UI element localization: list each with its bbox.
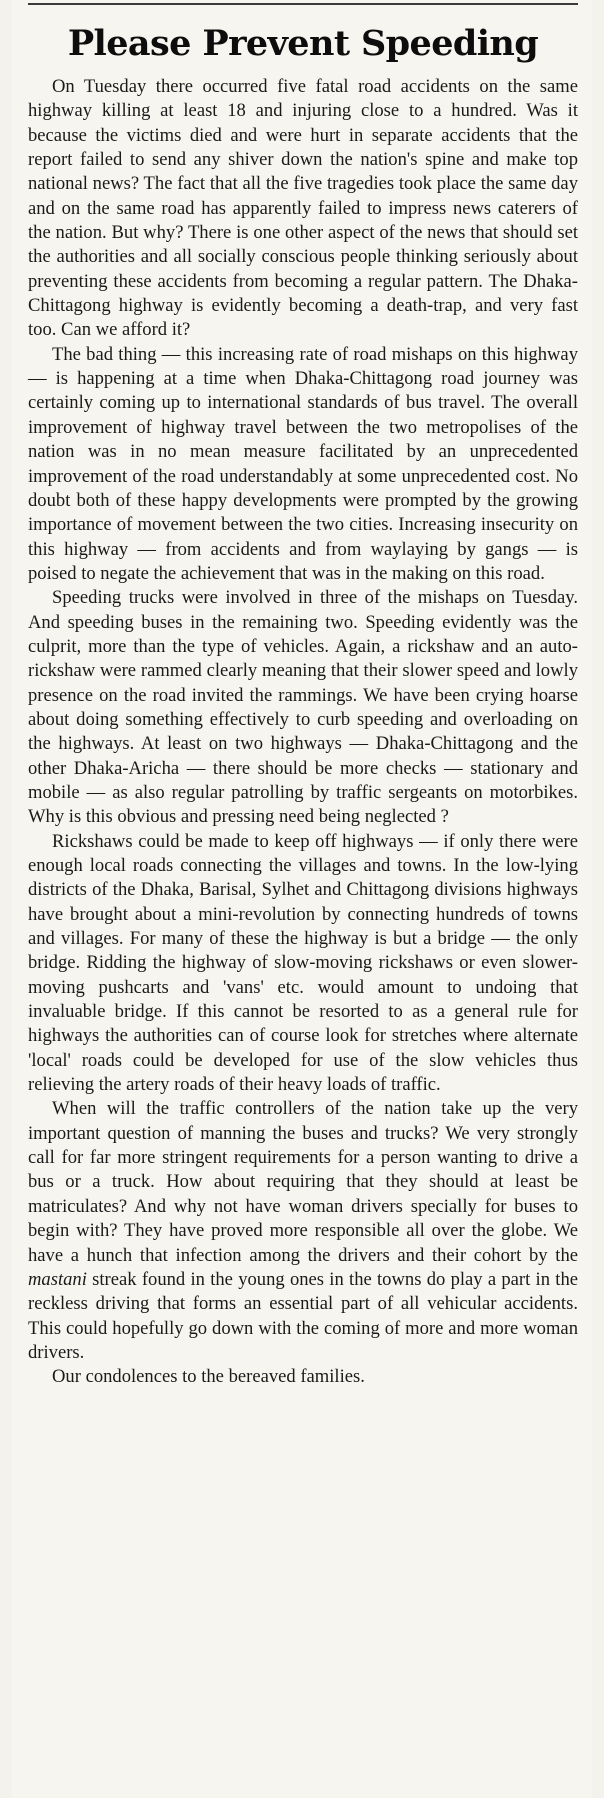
- article-body: [28, 75, 578, 1390]
- paragraph-5-part-2: streak found in the young ones in the towns do play a part in the reckless driving that forms an essential part of all vehicular accidents. This could hopefully go down with the coming of more and more woman drivers.: [28, 1268, 578, 1363]
- paragraph-2: The bad thing — this increasing rate of road mishaps on this highway — is happening at a time when Dhaka-Chittagong road journey was certainly coming up to international standards of bus travel. The overall improvement of highway travel between the two metropolises of the nation was in no mean measure facilitated by an unprecedented improvement of the road understandably at some unprecedented cost. No doubt both of these happy developments were prompted by the growing importance of movement between the two cities. Increasing insecurity on this highway — from accidents and from waylaying by gangs — is poised to negate the achievement that was in the making on this road.: [28, 343, 578, 584]
- closing-line: Our condolences to the bereaved families.: [52, 1366, 365, 1388]
- editorial-clipping: [12, 0, 592, 1798]
- paragraph-1: On Tuesday there occurred five fatal road accidents on the same highway killing at least 18 and injuring close to a hundred. Was it because the victims died and were hurt in separate accidents that the report failed to send any shiver down the nation's spine and make top national news? The fact that all the five tragedies took place the same day and on the same road has apparently failed to impress news caterers of the nation. But why? There is one other aspect of the news that should set the authorities and all socially conscious people thinking seriously about preventing these accidents from becoming a regular pattern. The Dhaka-Chittagong highway is evidently becoming a death-trap, and very fast too. Can we afford it?: [28, 76, 578, 341]
- paragraph-5-part-1: When will the traffic controllers of the nation take up the very important question of manning the buses and trucks? We very strongly call for far more stringent requirements for a person wanting to drive a bus or a truck. How about requiring that they should at least be matriculates? And why not have woman drivers specially for buses to begin with? They have proved more responsible all over the globe. We have a hunch that infection among the drivers and their cohort by the: [28, 1098, 578, 1266]
- paragraph-3: Speeding trucks were involved in three of the mishaps on Tuesday. And speeding buses in the remaining two. Speeding evidently was the culprit, more than the type of vehicles. Again, a rickshaw and an auto-rickshaw were rammed clearly meaning that their slower speed and lowly presence on the road invited the rammings. We have been crying hoarse about doing something effectively to curb speeding and overloading on the highways. At least on two highways — Dhaka-Chittagong and the other Dhaka-Aricha — there should be more checks — stationary and mobile — as also regular patrolling by traffic sergeants on motorbikes. Why is this obvious and pressing need being neglected ?: [28, 587, 578, 828]
- headline: Please Prevent Speeding: [67, 23, 539, 64]
- top-rule: [28, 3, 578, 5]
- paragraph-5: [28, 1097, 578, 1365]
- paragraph-4: Rickshaws could be made to keep off highways — if only there were enough local roads connecting the villages and towns. In the low-lying districts of the Dhaka, Barisal, Sylhet and Chittagong divisions highways have brought about a mini-revolution by connecting hundreds of towns and villages. For many of these the highway is but a bridge — the only bridge. Ridding the highway of slow-moving rickshaws or even slower-moving pushcarts and 'vans' etc. would amount to undoing that invaluable bridge. If this cannot be resorted to as a general rule for highways the authorities can of course look for stretches where alternate 'local' roads could be developed for use of the slow vehicles thus relieving the artery roads of their heavy loads of traffic.: [28, 830, 578, 1096]
- emphasized-word: mastani: [28, 1268, 87, 1290]
